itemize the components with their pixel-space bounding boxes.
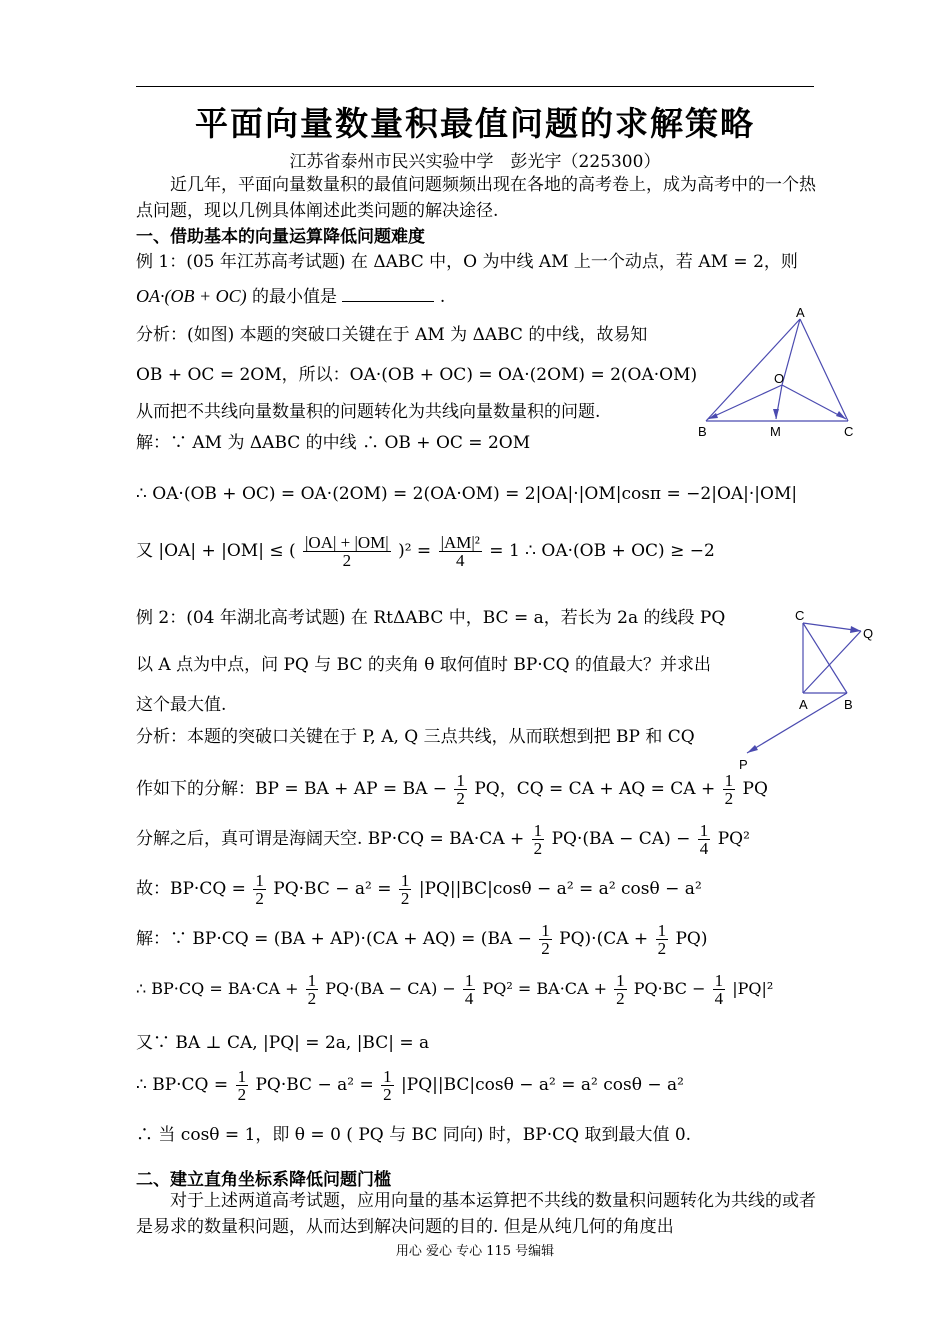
fraction-quarter: [463, 972, 476, 1007]
fraction-numerator: 1: [699, 821, 709, 840]
fraction-half: [306, 972, 319, 1007]
example2-line3: 这个最大值.: [136, 695, 227, 715]
solution1-line3-post: = 1 ∴ OA·(OB + OC) ≥ −2: [489, 541, 715, 561]
solution2-line4-pre: ∴ BP·CQ =: [136, 1075, 229, 1095]
example1-line1: 例 1：(05 年江苏高考试题) 在 ΔABC 中，O 为中线 AM 上一个动点，若 AM = 2，则: [136, 252, 798, 272]
analysis2-line3-post: PQ²: [717, 829, 750, 849]
fraction-denominator: 4: [714, 989, 724, 1008]
fraction-denominator: 2: [657, 939, 667, 958]
fraction-denominator: 2: [456, 789, 465, 808]
example1-expression: OA·(OB + OC): [136, 286, 247, 306]
fraction-denominator: 2: [541, 939, 550, 958]
fraction-numerator: 1: [657, 921, 667, 940]
solution1-line3-pre: 又 |OA| + |OM| ≤ (: [136, 541, 296, 561]
figure-triangle-median: [692, 305, 862, 440]
figure2-label-c: C: [795, 608, 805, 623]
solution2-line4-mid: PQ·BC − a² =: [255, 1075, 374, 1095]
analysis2-line2-mid: PQ，CQ = CA + AQ = CA +: [474, 779, 716, 799]
solution1-line2: ∴ OA·(OB + OC) = OA·(2OM) = 2(OA·OM) = 2|OA|·|OM|cosπ = −2|OA|·|OM|: [136, 484, 798, 504]
thus-pre: 故：BP·CQ =: [136, 879, 246, 899]
fraction-half: [723, 772, 736, 807]
fraction-numerator: |OA| + |OM|: [305, 533, 389, 552]
fraction-denominator: 2: [342, 551, 352, 570]
fraction: [439, 534, 482, 569]
solution2-line4-post: |PQ||BC|cosθ − a² = a² cosθ − a²: [401, 1075, 684, 1095]
fraction-half: [532, 822, 545, 857]
fraction-denominator: 2: [533, 839, 543, 858]
solution2-line3: 又∵ BA ⊥ CA, |PQ| = 2a, |BC| = a: [136, 1033, 430, 1053]
solution1-line3: [136, 534, 715, 569]
fraction-numerator: 1: [400, 871, 410, 890]
figure2-label-q: Q: [863, 626, 874, 641]
fraction-half: [399, 872, 412, 907]
fraction-numerator: 1: [533, 821, 543, 840]
fraction-numerator: 1: [714, 971, 724, 990]
solution2-line1-pre: 解：∵ BP·CQ = (BA + AP)·(CA + AQ) = (BA −: [136, 929, 532, 949]
figure2-label-b: B: [844, 697, 853, 712]
fraction-numerator: 1: [464, 971, 474, 990]
solution2-line5: ∴ 当 cosθ = 1，即 θ = 0 ( PQ 与 BC 同向) 时，BP·CQ 取到最大值 0.: [136, 1125, 692, 1145]
analysis1-line1: 分析：(如图) 本题的突破口关键在于 AM 为 ΔABC 的中线，故易知: [136, 325, 648, 345]
analysis2-line1: 分析：本题的突破口关键在于 P, A, Q 三点共线，从而联想到把 BP 和 CQ: [136, 727, 695, 747]
fraction-denominator: 4: [455, 551, 465, 570]
fraction-numerator: 1: [383, 1067, 392, 1086]
figure2-label-p: P: [739, 757, 748, 772]
fraction-quarter: [713, 972, 726, 1007]
analysis2-line3-mid: PQ·(BA − CA) −: [551, 829, 691, 849]
fraction-denominator: 2: [383, 1085, 392, 1104]
page-title: 平面向量数量积最值问题的求解策略: [195, 104, 755, 143]
solution2-line2-mid3: PQ·BC −: [633, 979, 706, 998]
figure-right-triangle-pq: [735, 605, 885, 775]
fraction-half: [454, 772, 467, 807]
analysis1-line2: OB + OC = 2OM，所以：OA·(OB + OC) = OA·(2OM) = 2(OA·OM): [136, 365, 698, 385]
solution2-line2-post: |PQ|²: [732, 979, 774, 998]
example1-end: .: [439, 287, 446, 307]
fraction-half: [253, 872, 266, 907]
analysis2-line2-post: PQ: [742, 779, 768, 799]
solution2-line1-post: PQ): [675, 929, 708, 949]
example1-question: 的最小值是: [252, 287, 338, 307]
fraction-denominator: 2: [400, 889, 410, 908]
answer-blank: [342, 285, 434, 302]
fraction-numerator: 1: [541, 921, 550, 940]
analysis2-line2: [136, 772, 768, 807]
figure1-label-a: A: [796, 305, 805, 320]
solution2-line2-pre: ∴ BP·CQ = BA·CA +: [136, 979, 299, 998]
fraction-half: [614, 972, 627, 1007]
fraction-numerator: 1: [255, 871, 264, 890]
solution1-line1: 解：∵ AM 为 ΔABC 的中线 ∴ OB + OC = 2OM: [136, 433, 531, 453]
figure1-label-o: O: [774, 371, 785, 386]
section2-paragraph: 对于上述两道高考试题，应用向量的基本运算把不共线的数量积问题转化为共线的或者是易求的数量积问题，从而达到解决问题的目的. 但是从纯几何的角度出: [136, 1191, 816, 1237]
fraction-half: [381, 1068, 394, 1103]
fraction-half: [539, 922, 552, 957]
author-line: 江苏省泰州市民兴实验中学 彭光宇（225300）: [289, 152, 661, 172]
analysis2-line2-pre: 作如下的分解：BP = BA + AP = BA −: [136, 779, 447, 799]
fraction-denominator: 2: [307, 989, 317, 1008]
solution2-line2: [136, 972, 773, 1007]
solution1-line3-mid: )² =: [398, 541, 432, 561]
thus-line: [136, 872, 702, 907]
analysis2-line3-pre: 分解之后，真可谓是海阔天空. BP·CQ = BA·CA +: [136, 829, 525, 849]
solution2-line4: [136, 1068, 684, 1103]
example1-line2: [136, 282, 445, 307]
analysis2-line3: [136, 822, 750, 857]
solution2-line2-mid: PQ·(BA − CA) −: [325, 979, 456, 998]
thus-post: |PQ||BC|cosθ − a² = a² cosθ − a²: [418, 879, 702, 899]
fraction-denominator: 2: [237, 1085, 247, 1104]
solution2-line2-mid2: PQ² = BA·CA +: [482, 979, 608, 998]
intro-paragraph: 近几年，平面向量数量积的最值问题频频出现在各地的高考卷上，成为高考中的一个热点问题，现以几例具体阐述此类问题的解决途径.: [136, 175, 816, 221]
fraction-numerator: 1: [307, 971, 317, 990]
fraction-denominator: 4: [464, 989, 474, 1008]
example2-line1: 例 2：(04 年湖北高考试题) 在 RtΔABC 中，BC = a，若长为 2a 的线段 PQ: [136, 608, 726, 628]
section2-heading: 二、建立直角坐标系降低问题门槛: [136, 1170, 391, 1190]
fraction-denominator: 4: [699, 839, 709, 858]
fraction-denominator: 2: [724, 789, 734, 808]
example2-line2: 以 A 点为中点，问 PQ 与 BC 的夹角 θ 取何值时 BP·CQ 的值最大？并求出: [136, 655, 712, 675]
fraction-half: [236, 1068, 249, 1103]
figure2-label-a: A: [799, 697, 808, 712]
fraction-numerator: 1: [616, 971, 625, 990]
figure1-label-m: M: [770, 424, 781, 439]
fraction-numerator: 1: [456, 771, 465, 790]
analysis1-line3: 从而把不共线向量数量积的问题转化为共线向量数量积的问题.: [136, 402, 601, 422]
fraction-half: [656, 922, 669, 957]
fraction-numerator: 1: [724, 771, 734, 790]
fraction-denominator: 2: [616, 989, 625, 1008]
solution2-line1-mid: PQ)·(CA +: [559, 929, 649, 949]
solution2-line1: [136, 922, 707, 957]
fraction-denominator: 2: [255, 889, 264, 908]
fraction-numerator: |AM|²: [440, 533, 480, 552]
page-footer: 用心 爱心 专心 115 号编辑: [395, 1244, 555, 1259]
figure1-label-c: C: [844, 424, 854, 439]
fraction-numerator: 1: [237, 1067, 247, 1086]
section1-heading: 一、借助基本的向量运算降低问题难度: [136, 227, 425, 247]
thus-mid: PQ·BC − a² =: [273, 879, 392, 899]
figure1-label-b: B: [698, 424, 707, 439]
fraction-quarter: [698, 822, 711, 857]
top-rule: [136, 86, 814, 87]
fraction: [303, 534, 391, 569]
